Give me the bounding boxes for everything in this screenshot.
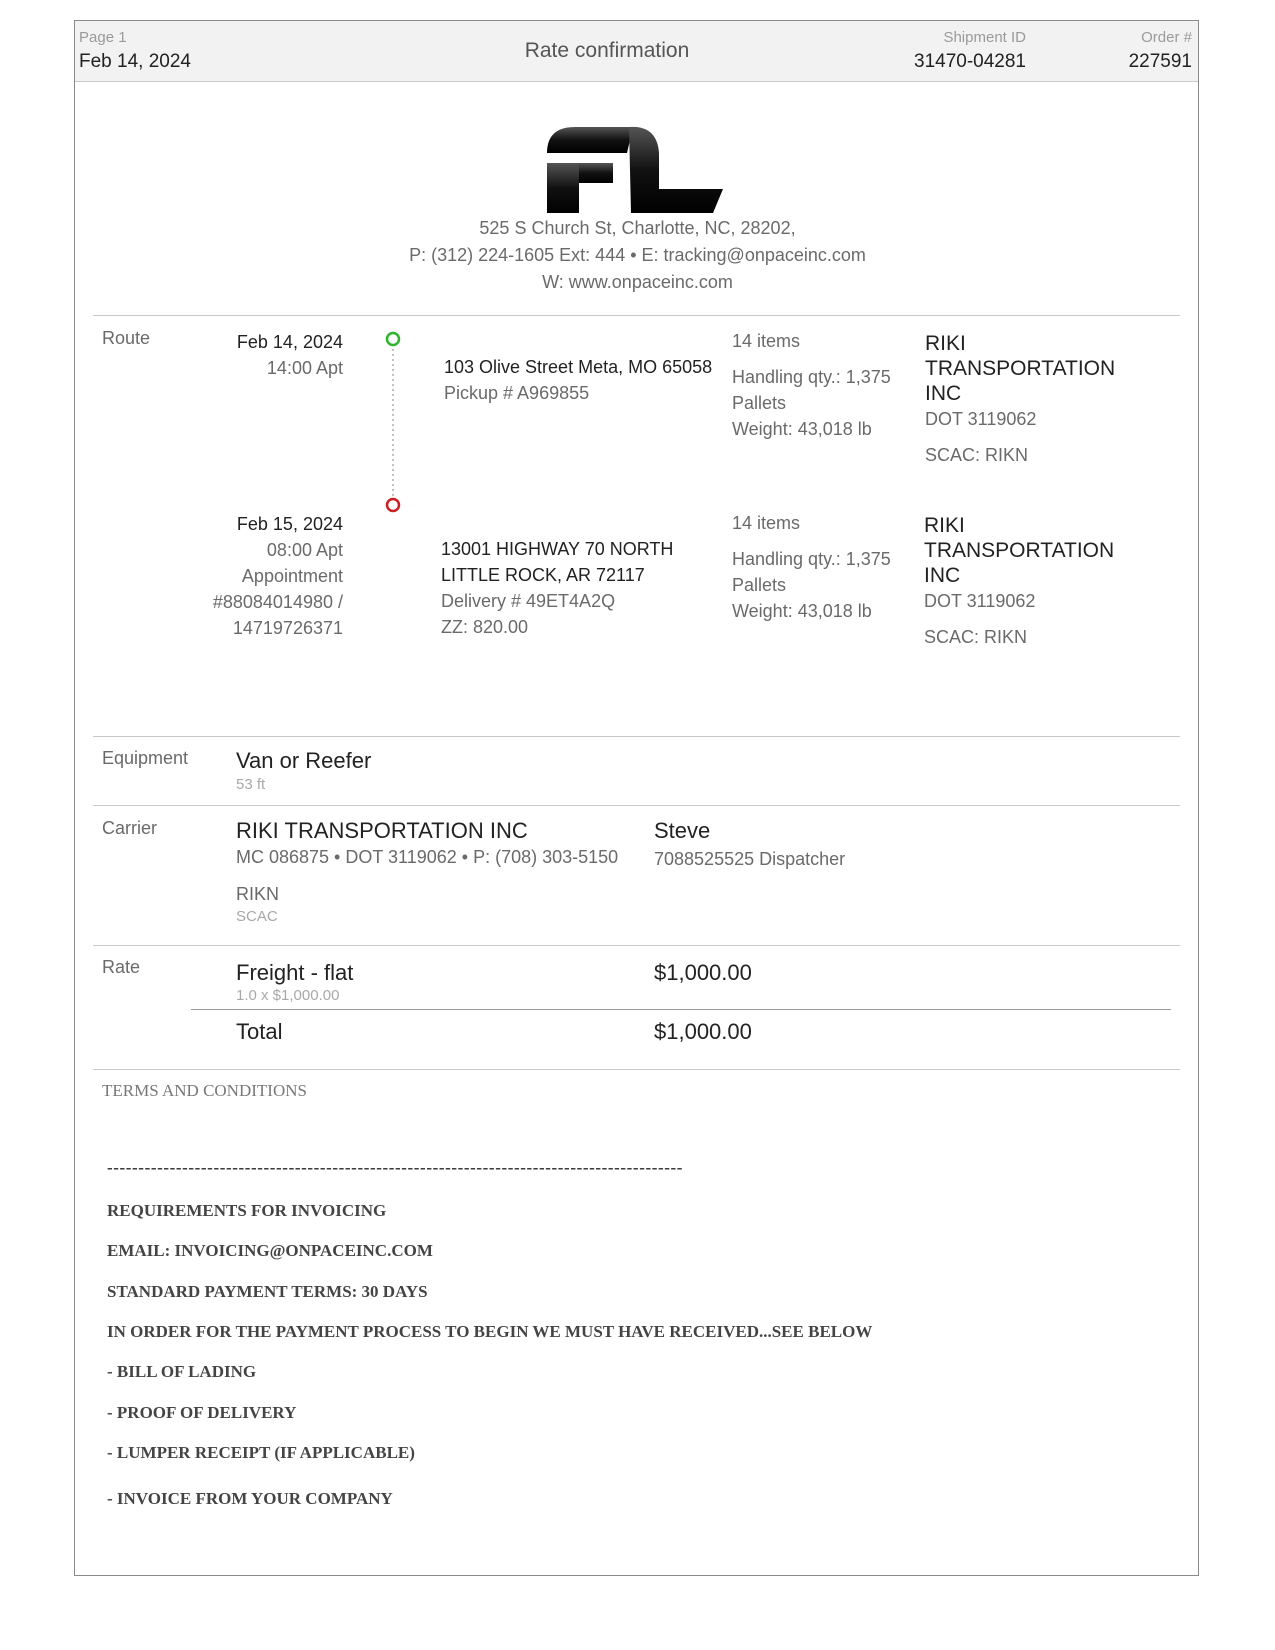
rate-subtotal-divider [191, 1009, 1171, 1010]
page-label: Page 1 [79, 29, 127, 46]
delivery-appointment-1: Appointment [241, 566, 343, 586]
order-number: 227591 [1128, 51, 1192, 72]
rate-line-amount: $1,000.00 [654, 960, 752, 985]
delivery-load [732, 510, 891, 624]
pickup-schedule [175, 329, 343, 381]
rate-line-calculation: 1.0 x $1,000.00 [236, 987, 340, 1004]
divider [93, 736, 1180, 737]
document-header [75, 21, 1198, 82]
delivery-schedule [175, 511, 343, 641]
carrier-contact-details: 7088525525 Dispatcher [654, 849, 846, 869]
company-contact: P: (312) 224-1605 Ext: 444 • E: tracking@onpaceinc.com [409, 245, 866, 265]
route-timeline [381, 327, 405, 517]
divider [93, 1069, 1180, 1070]
pickup-items: 14 items [732, 331, 801, 351]
terms-line-4: IN ORDER FOR THE PAYMENT PROCESS TO BEGIN WE MUST HAVE RECEIVED...SEE BELOW [107, 1322, 873, 1341]
rate-total-amount: $1,000.00 [654, 1019, 752, 1044]
terms-line-7: - LUMPER RECEIPT (IF APPLICABLE) [107, 1443, 415, 1462]
company-website: W: www.onpaceinc.com [542, 272, 733, 292]
delivery-date: Feb 15, 2024 [236, 514, 343, 534]
delivery-carrier-dot: DOT 3119062 [924, 591, 1036, 611]
delivery-weight: Weight: 43,018 lb [732, 601, 872, 621]
delivery-appointment-2: #88084014980 / [212, 592, 343, 612]
carrier-scac-caption: SCAC [236, 908, 278, 925]
order-number-caption: Order # [1141, 29, 1192, 46]
divider [93, 945, 1180, 946]
delivery-location [441, 536, 673, 640]
pickup-carrier-dot: DOT 3119062 [925, 409, 1037, 429]
terms-line-6: - PROOF OF DELIVERY [107, 1403, 297, 1422]
pickup-handling: Handling qty.: 1,375 [732, 367, 891, 387]
delivery-reference: Delivery # 49ET4A2Q [441, 591, 616, 611]
terms-divider: -------------------------------------------------------------------------------------------- [107, 1158, 684, 1177]
delivery-handling: Handling qty.: 1,375 [732, 549, 891, 569]
rate-total-label: Total [236, 1019, 283, 1044]
header-date: Feb 14, 2024 [79, 51, 191, 72]
divider [93, 315, 1180, 316]
rate-line-description: Freight - flat [236, 960, 354, 985]
delivery-carrier [924, 513, 1114, 650]
shipment-id: 31470-04281 [914, 51, 1026, 72]
terms-line-2: EMAIL: INVOICING@ONPACEINC.COM [107, 1241, 433, 1260]
page-title: Rate confirmation [524, 39, 690, 62]
delivery-zz: ZZ: 820.00 [441, 617, 529, 637]
equipment-type: Van or Reefer [236, 748, 372, 773]
delivery-appointment-3: 14719726371 [232, 618, 343, 638]
rate-label: Rate [102, 957, 141, 977]
route-label: Route [102, 328, 151, 348]
terms-line-5: - BILL OF LADING [107, 1362, 257, 1381]
carrier-scac-value: RIKN [236, 884, 280, 904]
terms-line-8: - INVOICE FROM YOUR COMPANY [107, 1489, 393, 1508]
terms-line-3: STANDARD PAYMENT TERMS: 30 DAYS [107, 1282, 428, 1301]
terms-heading: TERMS AND CONDITIONS [102, 1081, 307, 1100]
company-logo-icon [545, 123, 725, 219]
pickup-carrier-scac: SCAC: RIKN [925, 445, 1029, 465]
pickup-reference: Pickup # A969855 [444, 383, 590, 403]
delivery-carrier-name: RIKI TRANSPORTATION INC [924, 514, 1115, 587]
equipment-label: Equipment [102, 748, 189, 768]
terms-line-1: REQUIREMENTS FOR INVOICING [107, 1201, 387, 1220]
company-info [75, 215, 1200, 296]
carrier-label: Carrier [102, 818, 158, 838]
shipment-id-caption: Shipment ID [943, 29, 1026, 46]
pickup-weight: Weight: 43,018 lb [732, 419, 872, 439]
rate-confirmation-page [74, 20, 1199, 1576]
pickup-carrier [925, 331, 1115, 468]
divider [93, 805, 1180, 806]
carrier-details: MC 086875 • DOT 3119062 • P: (708) 303-5150 [236, 847, 619, 867]
carrier-contact-name: Steve [654, 818, 711, 843]
delivery-time: 08:00 Apt [266, 540, 343, 560]
delivery-items: 14 items [732, 513, 801, 533]
pickup-date: Feb 14, 2024 [236, 332, 343, 352]
delivery-address-line2: LITTLE ROCK, AR 72117 [441, 565, 645, 585]
pickup-address: 103 Olive Street Meta, MO 65058 [444, 357, 713, 377]
delivery-unit: Pallets [732, 575, 787, 595]
pickup-time: 14:00 Apt [266, 358, 343, 378]
pickup-unit: Pallets [732, 393, 787, 413]
pickup-load [732, 328, 891, 442]
pickup-marker-icon [387, 333, 399, 345]
delivery-carrier-scac: SCAC: RIKN [924, 627, 1028, 647]
pickup-location [444, 354, 712, 406]
delivery-address-line1: 13001 HIGHWAY 70 NORTH [441, 539, 674, 559]
delivery-marker-icon [387, 499, 399, 511]
pickup-carrier-name: RIKI TRANSPORTATION INC [925, 332, 1116, 405]
company-address: 525 S Church St, Charlotte, NC, 28202, [479, 218, 796, 238]
carrier-name: RIKI TRANSPORTATION INC [236, 818, 528, 843]
equipment-length: 53 ft [236, 776, 266, 793]
